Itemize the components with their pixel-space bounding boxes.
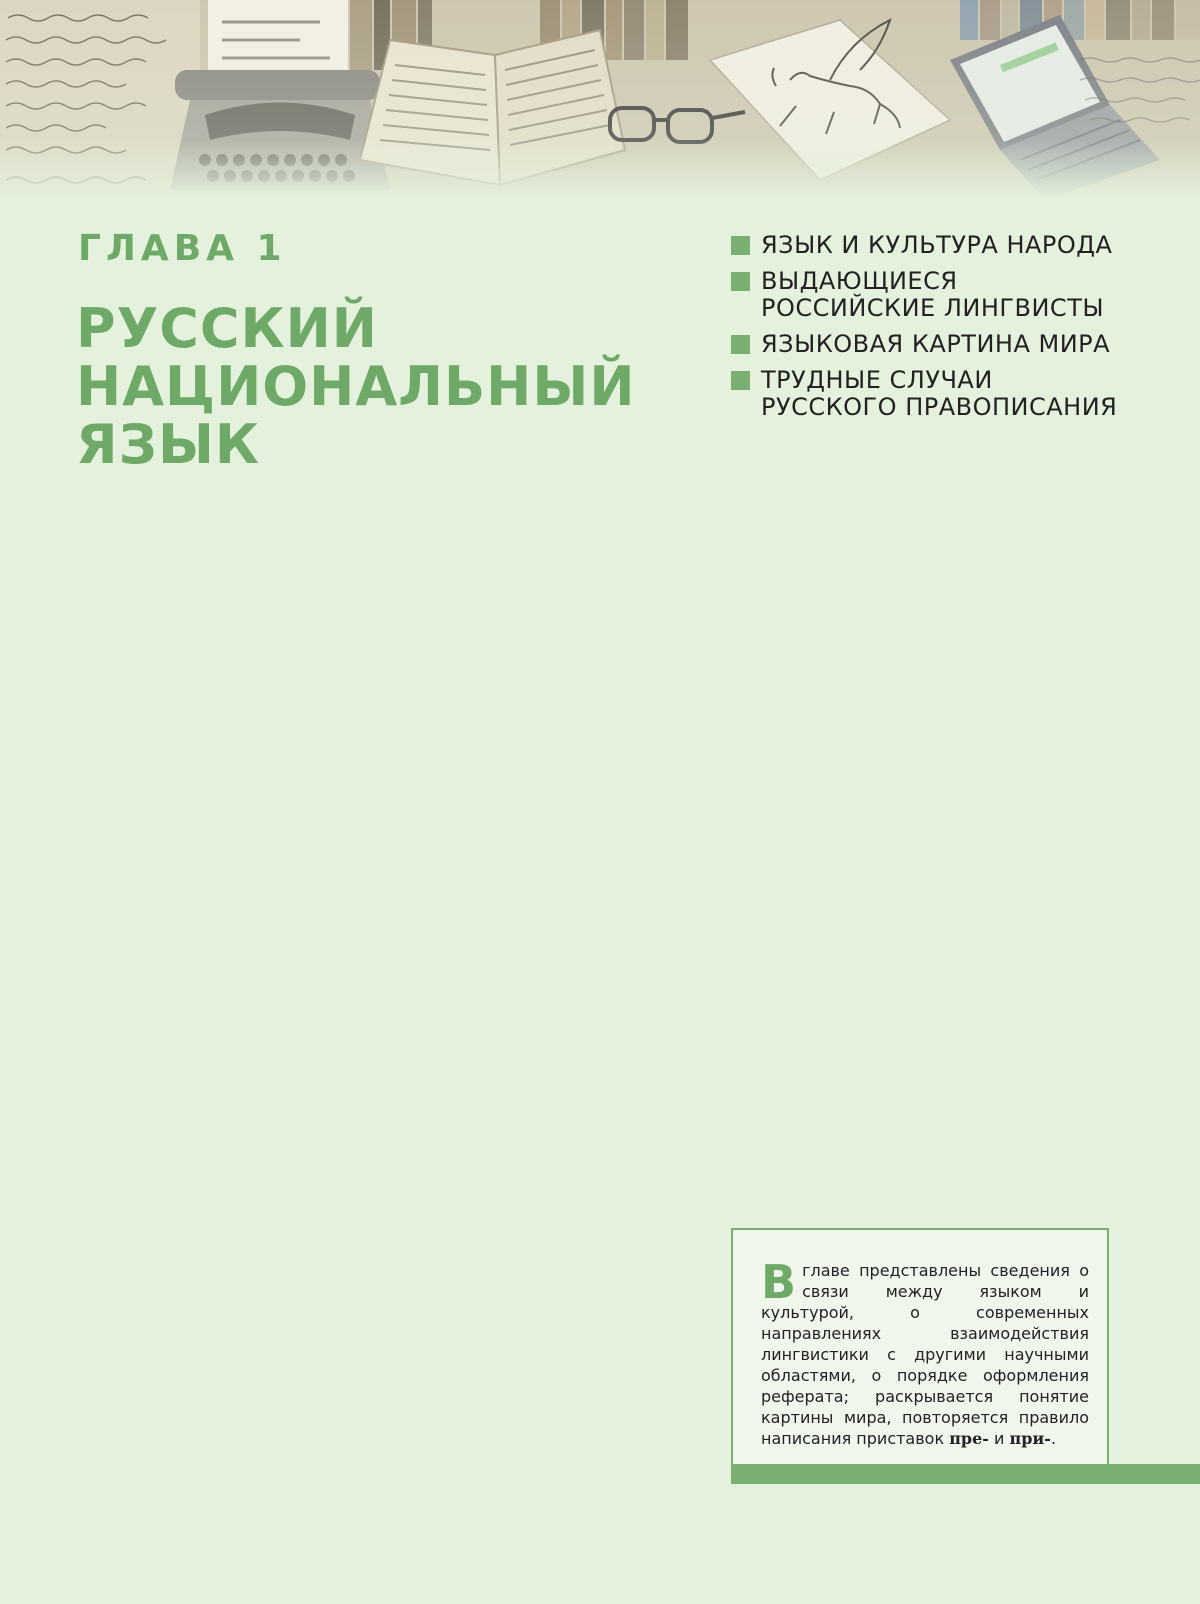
topic-item <box>731 232 1171 259</box>
chapter-title-line: РУССКИЙ <box>76 297 378 360</box>
prefix-term: при- <box>1009 1429 1051 1448</box>
summary-conjunction: и <box>994 1429 1005 1448</box>
chapter-summary-box <box>731 1228 1109 1464</box>
prefix-term: пре- <box>949 1429 989 1448</box>
summary-accent-bar <box>731 1464 1200 1484</box>
square-bullet-icon <box>731 236 750 255</box>
square-bullet-icon <box>731 335 750 354</box>
chapter-title <box>76 297 696 476</box>
square-bullet-icon <box>731 371 750 390</box>
topic-label: ЯЗЫК И КУЛЬТУРА НАРОДА <box>761 231 1113 259</box>
topic-item <box>731 331 1171 358</box>
topic-label: ЯЗЫКОВАЯ КАРТИНА МИРА <box>761 330 1111 358</box>
chapter-number-label: ГЛАВА 1 <box>78 228 287 269</box>
topic-label: РУССКОГО ПРАВОПИСАНИЯ <box>761 393 1118 421</box>
chapter-title-line: ЯЗЫК <box>76 413 261 476</box>
summary-paragraph <box>761 1255 1089 1449</box>
drop-cap: В <box>761 1255 797 1309</box>
topic-item <box>731 268 1171 322</box>
topic-label: ТРУДНЫЕ СЛУЧАИ <box>761 366 993 394</box>
summary-body: главе представлены сведения о связи между языком и культурой, о современных направлениях взаимодействия лингвистики с другими научными областями, о порядке оформления реферата; раскрывается понятие картины мира, повторяется правило написания приставок <box>761 1261 1089 1448</box>
topic-label: РОССИЙСКИЕ ЛИНГВИСТЫ <box>761 294 1105 322</box>
summary-end: . <box>1050 1429 1057 1448</box>
header-collage-image <box>0 0 1200 200</box>
chapter-topics-list <box>731 232 1171 430</box>
topic-item <box>731 367 1171 421</box>
square-bullet-icon <box>731 272 750 291</box>
topic-label: ВЫДАЮЩИЕСЯ <box>761 267 958 295</box>
chapter-title-line: НАЦИОНАЛЬНЫЙ <box>76 355 636 418</box>
